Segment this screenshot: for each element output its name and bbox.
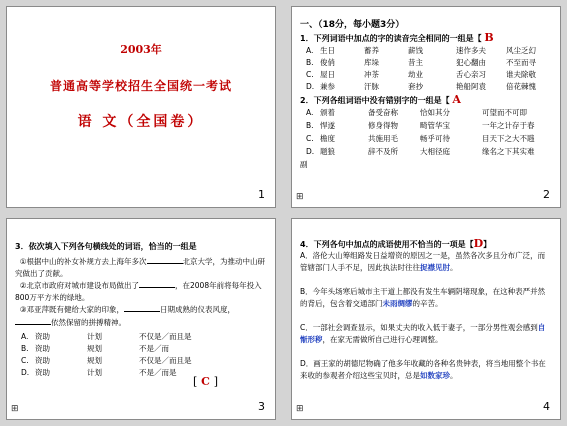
- idiom-a: 捉襟见肘: [420, 263, 450, 272]
- q3-sentence-3: ③邓亚萍既有健给大家的印象， 日期成熟的仪表风度，依然保留的拼搏精神。: [15, 303, 267, 329]
- q1-option-c: C. 屋日 冲茶 劫业 舌心亲习 谁夫除敬: [306, 70, 536, 79]
- page-number: 3: [258, 400, 265, 413]
- q2-option-d: D. 题狼 辞不及所 大相径庭 缘名之下其实难: [306, 147, 535, 156]
- q3-sentence-2: ②北京市政府对城市建设布局做出了 ，在2008年前将每年投入800万平方米的绿地。: [15, 281, 262, 302]
- q3-option-d: D. 资助 计划 不是／而是: [21, 368, 177, 377]
- question-1: [300, 31, 494, 44]
- page-number: 4: [543, 400, 550, 413]
- q3-option-a: A. 资助 计划 不仅是／而且是: [21, 332, 192, 341]
- question-3-answer: [ C ]: [193, 375, 219, 388]
- page-number: 1: [258, 188, 265, 201]
- slide-3-question-3[interactable]: [6, 218, 276, 420]
- question-3-text: 3．依次填入下列各句横线处的词语，恰当的一组是: [15, 242, 197, 251]
- question-2: [300, 93, 461, 106]
- question-1-text: 1．下列词语中加点的字的读音完全相同的一组是【: [300, 34, 482, 43]
- q4-option-a: A．洛伦大山筹组路发日益增资的原因之一是，虽然各次多且分布广泛，而管辖部门人手不足，因此执法时往往捉襟见肘。: [300, 251, 546, 272]
- question-2-text: 2．下列各组词语中没有错别字的一组是【: [300, 96, 450, 105]
- q1-option-d: D. 兼参 汗脉 套抄 艳船阿袁 倍花棘愧: [306, 82, 536, 91]
- slide-2-questions-1-2[interactable]: [291, 6, 561, 208]
- q1-option-a: A. 生日 蓄养 薪饯 速作多夫 风尘乏幻: [306, 46, 536, 55]
- q2-option-c: C. 檐度 共施用毛 畅乎可待 目天下之大不韪: [306, 134, 535, 143]
- q2-option-a: A. 颁着 备受奋称 恰如其分 可望而不可即: [306, 108, 527, 117]
- slide-1-title[interactable]: [6, 6, 276, 208]
- q2-option-b: B. 悍遂 修身得物 畸管华宝 一年之计存于春: [306, 121, 535, 130]
- q3-sentence-1: ①根据中山的补女补规方去上海年多次 北京大学，为推动中山研究做出了贡献。: [15, 257, 266, 278]
- idiom-c: 自惭形秽: [300, 323, 546, 344]
- q4-option-c: C．一部社会调查显示，如果丈夫的收入低于妻子，一部分男性观会感到自惭形秽，在家无需做所自己进行心理调整。: [300, 323, 546, 344]
- idiom-d: 如数家珍: [420, 371, 450, 380]
- question-1-answer: B: [484, 31, 494, 44]
- q4-option-b: B．今年头场寒后城市主干道上都没有发生车辆阴堵现象，在这种表严并然的背后，包含着交通部门未雨绸缪的辛苦。: [300, 287, 546, 308]
- exam-subject: 语 文（全国卷）: [77, 114, 205, 130]
- slide-flag-icon: ⊞: [296, 404, 304, 414]
- idiom-b: 未雨绸缪: [382, 299, 413, 308]
- q3-option-c: C. 资助 规划 不仅是／而且是: [21, 356, 192, 365]
- exam-name: 普通高等学校招生全国统一考试: [49, 79, 232, 93]
- question-4: 4．下列各句中加点的成语使用不恰当的一项是【D】: [300, 237, 492, 250]
- section-heading: 一、（18分，每小题3分）: [300, 20, 405, 30]
- question-4-text: 4．下列各句中加点的成语使用不恰当的一项是【: [300, 240, 474, 249]
- slide-flag-icon: ⊞: [296, 192, 304, 202]
- slide-4-question-4[interactable]: [291, 218, 561, 420]
- question-4-answer: D: [473, 237, 484, 250]
- slide-flag-icon: ⊞: [11, 404, 19, 414]
- q3-option-b: B. 资助 规划 不是／而: [21, 344, 169, 353]
- q1-option-b: B. 俊俏 库垛 昔主 犯心翻由 不至而寻: [306, 58, 536, 67]
- q4-option-d: D．画王家的胡德尼物确了他多年收藏的各种名贵钟表，将当地用整个书在来收的参观者介绍这些宝贝时，总是如数家珍。: [300, 359, 546, 380]
- question-2-answer: A: [452, 93, 461, 106]
- exam-year: 2003年: [120, 43, 162, 56]
- page-number: 2: [543, 188, 550, 201]
- q2-tail: 副: [300, 160, 308, 169]
